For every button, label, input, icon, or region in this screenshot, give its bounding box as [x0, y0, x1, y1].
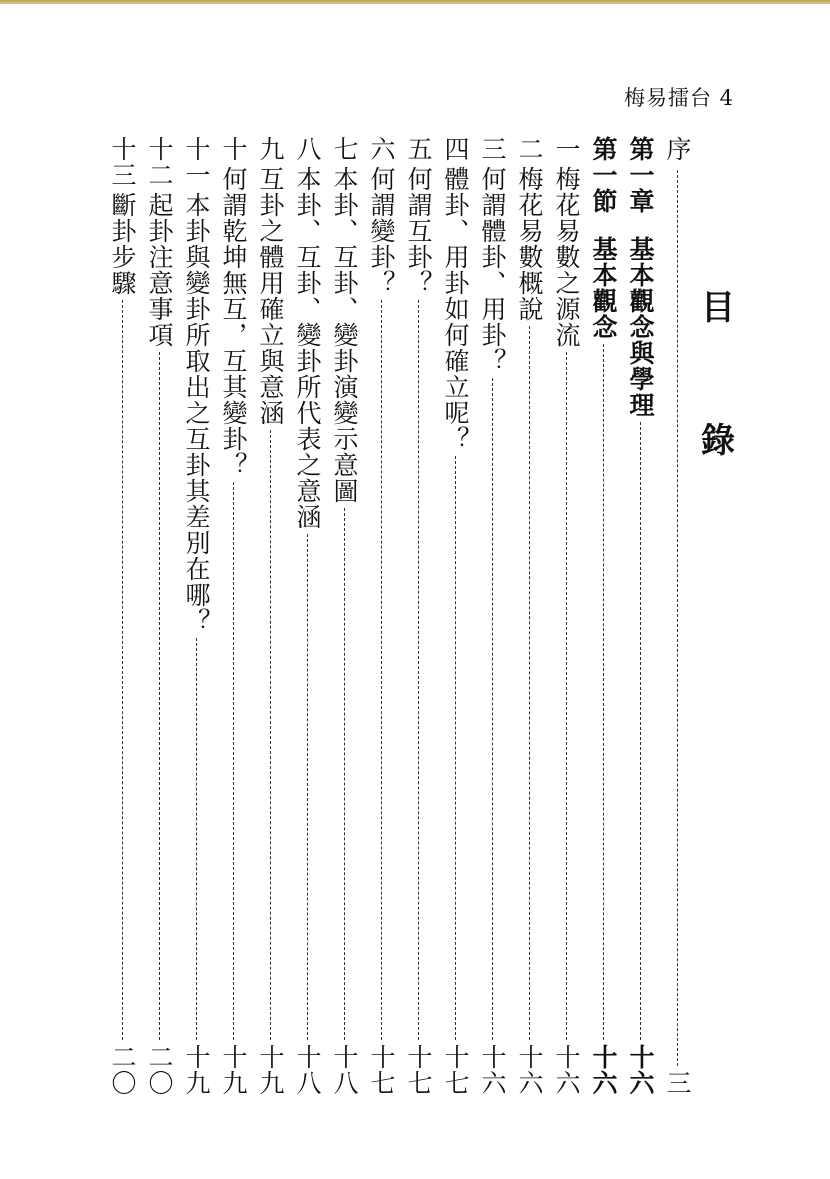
dotted-leader [381, 300, 382, 1040]
entry-number: 第一節 [589, 136, 618, 214]
entry-page: 二〇 [108, 1044, 137, 1096]
dotted-leader [233, 482, 234, 1040]
toc-entry-2[interactable] [512, 136, 546, 1096]
dotted-leader [529, 326, 530, 1040]
toc-title-char: 目 [701, 288, 735, 328]
toc-entry-13[interactable] [105, 136, 139, 1096]
entry-page: 三 [663, 1070, 692, 1096]
entry-number: 一 [552, 136, 581, 162]
entry-title: 本卦、互卦、變卦演變示意圖 [330, 166, 359, 504]
entry-title: 互卦之體用確立與意涵 [256, 166, 285, 426]
dotted-leader [418, 300, 419, 1040]
toc-entry-11[interactable] [179, 136, 213, 1096]
entry-number: 十二 [145, 136, 174, 188]
entry-title: 體卦、用卦如何確立呢？ [441, 166, 470, 452]
entry-title: 何謂乾坤無互，互其變卦？ [219, 166, 248, 478]
entry-page: 十九 [256, 1044, 285, 1096]
entry-number: 十三 [108, 136, 137, 188]
entry-number: 序 [663, 136, 692, 162]
entry-number: 九 [256, 136, 285, 162]
dotted-leader [603, 344, 604, 1040]
dotted-leader [122, 300, 123, 1040]
entry-title: 梅花易數概說 [515, 166, 544, 322]
dotted-leader [677, 170, 678, 1066]
toc-title-char: 錄 [701, 421, 735, 461]
top-border-rule [0, 0, 830, 4]
entry-page: 十六 [589, 1044, 618, 1096]
entry-page: 十六 [552, 1044, 581, 1096]
toc-entry-6[interactable] [364, 136, 398, 1096]
entry-title: 本卦、互卦、變卦所代表之意涵 [293, 166, 322, 530]
running-header: 梅易擂台 4 [623, 86, 734, 110]
entry-page: 十八 [330, 1044, 359, 1096]
entry-title: 斷卦步驟 [108, 192, 137, 296]
toc-entry-7[interactable] [327, 136, 361, 1096]
dotted-leader [344, 508, 345, 1040]
entry-title: 基本觀念與學理 [626, 236, 655, 418]
entry-number: 二 [515, 136, 544, 162]
entry-title: 何謂變卦？ [367, 166, 396, 296]
toc-entry-1[interactable] [549, 136, 583, 1096]
entry-number: 七 [330, 136, 359, 162]
toc-entry-section-1[interactable] [586, 136, 620, 1096]
entry-title: 本卦與變卦所取出之互卦其差別在哪？ [182, 192, 211, 634]
entry-number: 三 [478, 136, 507, 162]
entry-number: 十一 [182, 136, 211, 188]
dotted-leader [307, 534, 308, 1040]
dotted-leader [196, 638, 197, 1040]
entry-page: 十九 [182, 1044, 211, 1096]
entry-number: 八 [293, 136, 322, 162]
entry-title: 何謂互卦？ [404, 166, 433, 296]
dotted-leader [159, 352, 160, 1040]
entry-number: 十 [219, 136, 248, 162]
entry-page: 十九 [219, 1044, 248, 1096]
entry-title: 梅花易數之源流 [552, 166, 581, 348]
toc-entry-chapter-1[interactable] [623, 136, 657, 1096]
dotted-leader [270, 430, 271, 1040]
entry-page: 十六 [515, 1044, 544, 1096]
entry-page: 二〇 [145, 1044, 174, 1096]
entry-page: 十七 [404, 1044, 433, 1096]
toc-entry-3[interactable] [475, 136, 509, 1096]
toc-title [698, 280, 738, 462]
toc-entry-12[interactable] [142, 136, 176, 1096]
entry-page: 十六 [626, 1044, 655, 1096]
toc-entry-5[interactable] [401, 136, 435, 1096]
entry-number: 五 [404, 136, 433, 162]
toc-entry-8[interactable] [290, 136, 324, 1096]
entry-page: 十六 [478, 1044, 507, 1096]
entry-number: 六 [367, 136, 396, 162]
toc-entry-preface[interactable] [660, 136, 694, 1096]
entry-page: 十七 [367, 1044, 396, 1096]
dotted-leader [492, 378, 493, 1040]
toc-entry-10[interactable] [216, 136, 250, 1096]
toc-entry-4[interactable] [438, 136, 472, 1096]
entry-number: 四 [441, 136, 470, 162]
entry-page: 十八 [293, 1044, 322, 1096]
entry-page: 十七 [441, 1044, 470, 1096]
entry-title: 基本觀念 [589, 236, 618, 340]
entry-title: 何謂體卦、用卦？ [478, 166, 507, 374]
dotted-leader [640, 422, 641, 1040]
entry-number: 第一章 [626, 136, 655, 214]
dotted-leader [566, 352, 567, 1040]
dotted-leader [455, 456, 456, 1040]
toc-entry-9[interactable] [253, 136, 287, 1096]
entry-title: 起卦注意事項 [145, 192, 174, 348]
